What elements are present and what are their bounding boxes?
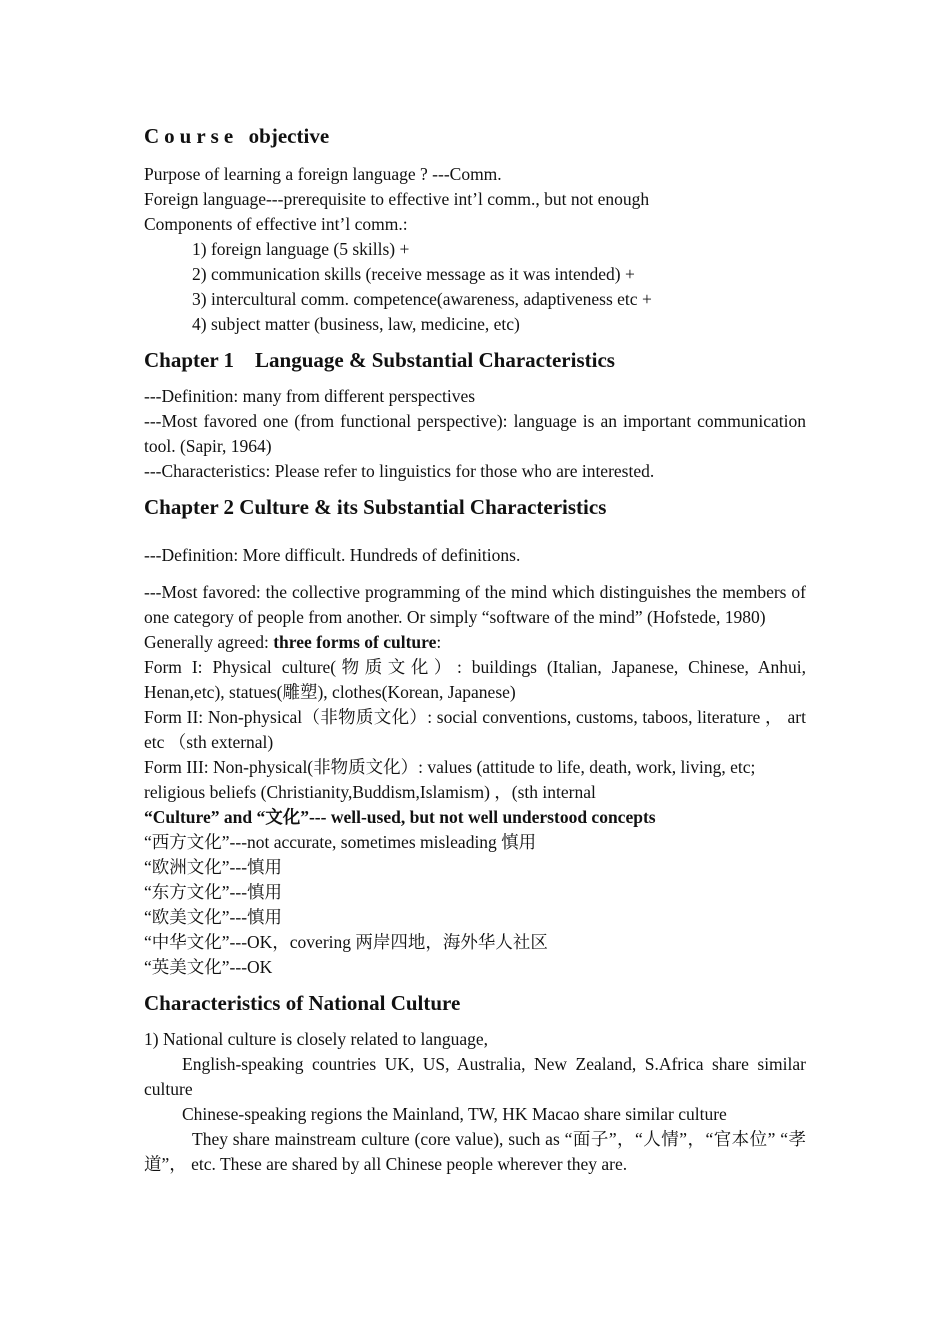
culture-term: “欧美文化”---慎用 [144,907,283,927]
components-line: Components of effective int’l comm.: [144,214,408,234]
culture-concepts-line: “Culture” and “文化”--- well-used, but not well understood concepts [144,807,656,827]
chapter1-definition: ---Definition: many from different perspectives [144,386,476,406]
form-1: Form I: Physical culture(物质文化）: buildings (Italian, Japanese, Chinese, Anhui, Henan,etc), statues(雕塑), clothes(Korean, Japanese) [144,657,806,702]
component-item: 1) foreign language (5 skills) + [192,239,410,259]
purpose-line: Purpose of learning a foreign language ? ---Comm. [144,164,502,184]
culture-term: “西方文化”---not accurate, sometimes misleading 慎用 [144,832,537,852]
national-point-1: 1) National culture is closely related to language, [144,1029,489,1049]
chapter1-heading: Chapter 1 Language & Substantial Characteristics [144,348,615,372]
national-culture-heading: Characteristics of National Culture [144,991,461,1015]
chapter2-definition: ---Definition: More difficult. Hundreds of definitions. [144,545,521,565]
shared-culture-line: They share mainstream culture (core value), such as “面子”，“人情”，“官本位” “孝道”， etc. These are shared by all Chinese people wherever they are. [144,1129,806,1174]
culture-term: “中华文化”---OK，covering 两岸四地，海外华人社区 [144,932,548,952]
three-forms-line: Generally agreed: three forms of culture: [144,632,442,652]
component-item: 4) subject matter (business, law, medicine, etc) [192,314,520,334]
chapter2-favored: ---Most favored: the collective programming of the mind which distinguishes the members of one category of people from another. Or simply “software of the mind” (Hofstede, 1980) [144,582,806,627]
component-item: 3) intercultural comm. competence(awareness, adaptiveness etc + [192,289,652,309]
component-item: 2) communication skills (receive message as it was intended) + [192,264,635,284]
course-objective-heading: Course objective [144,124,330,148]
form-2: Form II: Non-physical（非物质文化）: social conventions, customs, taboos, literature ， art etc （sth external) [144,707,806,752]
document-body [144,121,806,1177]
chapter1-favored: ---Most favored one (from functional perspective): language is an important communication tool. (Sapir, 1964) [144,411,806,456]
chapter2-heading: Chapter 2 Culture & its Substantial Characteristics [144,495,607,519]
culture-term: “欧洲文化”---慎用 [144,857,283,877]
chapter1-characteristics: ---Characteristics: Please refer to linguistics for those who are interested. [144,461,655,481]
form-3: Form III: Non-physical(非物质文化）: values (attitude to life, death, work, living, etc; religious beliefs (Christianity,Buddism,Islamism) ，(sth internal [144,757,756,802]
foreign-language-line: Foreign language---prerequisite to effective int’l comm., but not enough [144,189,650,209]
culture-term: “东方文化”---慎用 [144,882,283,902]
culture-term: “英美文化”---OK [144,957,273,977]
chinese-speaking-line: Chinese-speaking regions the Mainland, TW, HK Macao share similar culture [182,1104,727,1124]
english-speaking-line: English-speaking countries UK, US, Australia, New Zealand, S.Africa share similar culture [144,1054,806,1099]
